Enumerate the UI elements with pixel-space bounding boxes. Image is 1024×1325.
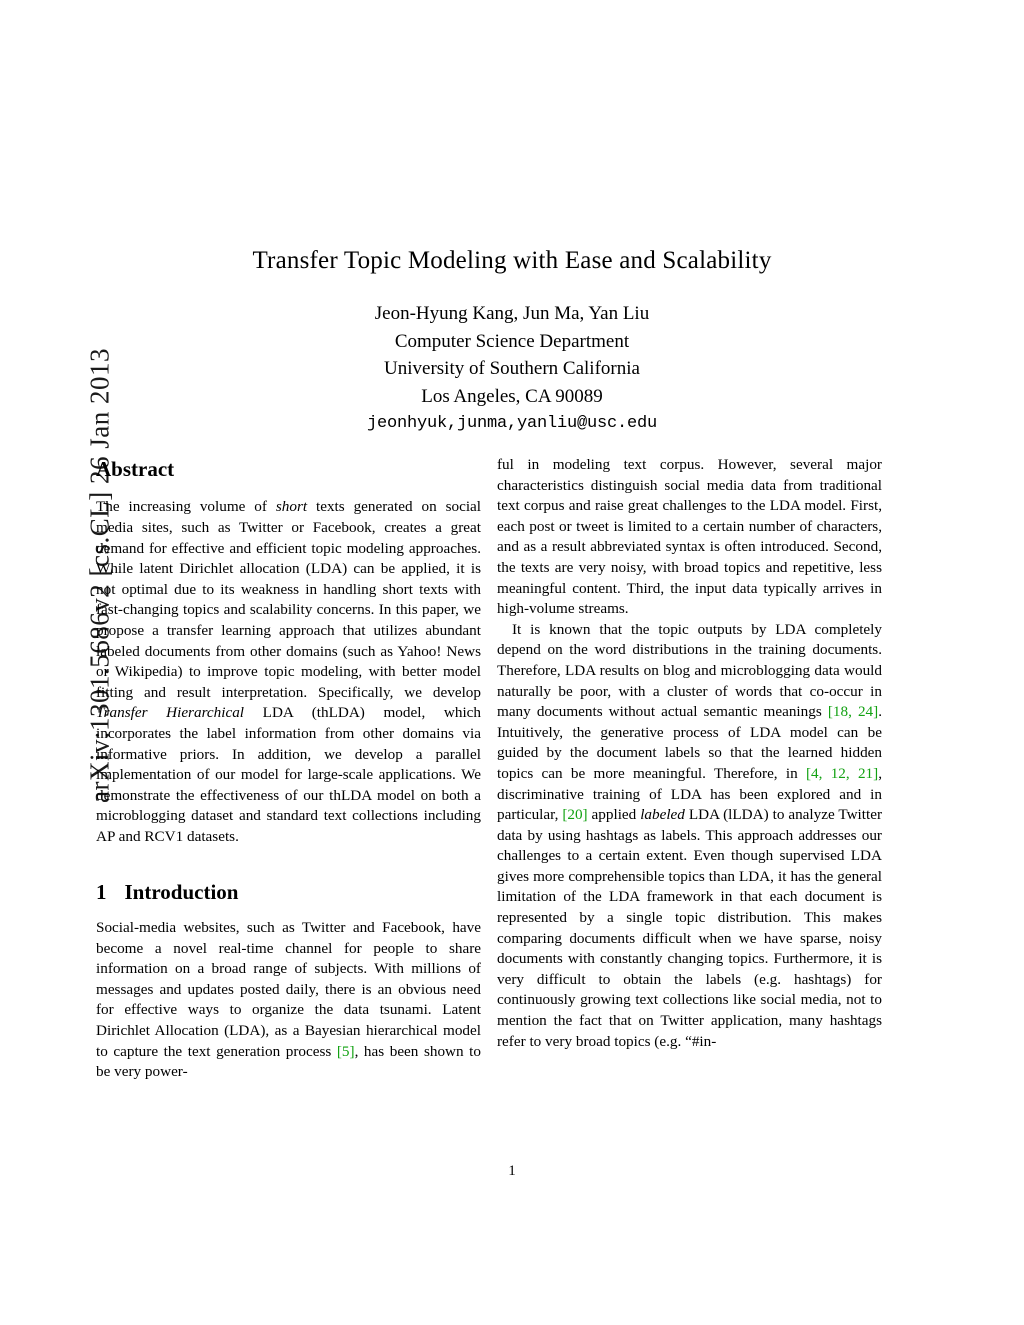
author-block — [96, 300, 928, 437]
citation-link[interactable]: [20] — [562, 806, 588, 824]
right-paragraph-2 — [497, 620, 882, 1052]
section-number: 1 — [96, 879, 107, 904]
right-text-c: , discriminative training of LDA has been explored and in particular, — [497, 764, 882, 824]
abstract-paragraph — [96, 497, 481, 847]
page-title: Transfer Topic Modeling with Ease and Scalability — [252, 247, 772, 274]
page-number: 1 — [508, 1163, 516, 1179]
author-address: Los Angeles, CA 90089 — [421, 385, 603, 407]
left-column — [96, 455, 481, 1083]
right-paragraph-1: ful in modeling text corpus. However, several major characteristics distinguish social media data from traditional text corpus and raise great challenges to the LDA model. First, each post or tweet is limited to a certain number of characters, and as a result abbreviated syntax is often introduced. Second, the texts are very noisy, with broad topics and repetitive, less meaningful content. Third, the input data typically arrives in high-volume streams. — [497, 456, 882, 618]
abstract-italic-model-name: Transfer Hierarchical — [96, 704, 245, 722]
right-column — [497, 455, 882, 1052]
citation-link[interactable]: [5] — [336, 1042, 355, 1060]
abstract-text-2: texts generated on social media sites, such as Twitter or Facebook, creates a great demand for effective and efficient topic modeling approaches. While latent Dirichlet allocation (LDA) can be applied, it is not optimal due to its weakness in handling short texts with fast-changing topics and scalability concerns. In this paper, we propose a transfer learning approach that utilizes abundant labeled documents from other domains (such as Yahoo! News or Wikipedia) to improve topic modeling, with better model fitting and result interpretation. Specifically, we develop — [96, 498, 481, 701]
right-text-b: . Intuitively, the generative process of LDA model can be guided by the document labels so that the learned hidden topics can be more meaningful. Therefore, in — [497, 703, 882, 782]
right-text-d: applied — [587, 806, 641, 824]
intro-paragraph-1 — [96, 918, 481, 1083]
intro-text-a: Social-media websites, such as Twitter and Facebook, have become a novel real-time channel for people to share information on a broad range of subjects. With millions of messages and updates posted daily, there is an obvious need for effective ways to organize the data tsunami. Latent Dirichlet Allocation (LDA), as a Bayesian hierarchical model to capture the text generation process — [96, 919, 481, 1060]
arxiv-stamp: arXiv:1301.5686v2 [cs.CL] 26 Jan 2013 — [84, 348, 115, 803]
intro-text-b: , has been shown to be very power- — [96, 1042, 481, 1081]
author-email: jeonhyuk,junma,yanliu@usc.edu — [366, 414, 658, 434]
citation-link[interactable]: [18, 24] — [827, 703, 879, 721]
title-block — [96, 245, 928, 437]
author-names: Jeon-Hyung Kang, Jun Ma, Yan Liu — [374, 303, 650, 325]
citation-link[interactable]: [4, 12, 21] — [805, 764, 879, 782]
section-title: Introduction — [124, 879, 239, 904]
right-text-e: LDA (lLDA) to analyze Twitter data by using hashtags as labels. This approach addresses our challenges to a certain extent. Even though supervised LDA gives more comprehensible topics than LDA, it has the general limitation of the LDA framework in that each document is represented by a single topic distribution. This makes comparing documents difficult when we have sparse, noisy documents with constantly changing topics. Furthermore, it is very difficult to obtain the labels (e.g. hashtags) for continuously growing text collections like social media, not to mention the fact that on Twitter application, many hashtags refer to very broad topics (e.g. “#in- — [497, 806, 883, 1050]
abstract-heading: Abstract — [96, 457, 175, 481]
abstract-italic-short: short — [275, 498, 308, 516]
abstract-text-3: LDA (thLDA) model, which incorporates the label information from other domains via informative priors. In addition, we develop a parallel implementation of our model for large-scale applications. We demonstrate the effectiveness of our thLDA model on both a microblogging dataset and standard text collections including AP and RCV1 datasets. — [96, 704, 482, 845]
abstract-text-1: The increasing volume of — [96, 498, 276, 516]
right-text-a: It is known that the topic outputs by LDA completely depend on the word distributions in the training documents. Therefore, LDA results on blog and microblogging data would naturally be poor, with a cluster of words that co-occur in many documents without actual semantic meanings — [497, 620, 882, 721]
author-department: Computer Science Department — [394, 330, 630, 352]
right-italic-labeled: labeled — [640, 806, 685, 824]
section-heading-introduction — [96, 878, 481, 906]
author-institution: University of Southern California — [384, 358, 640, 380]
